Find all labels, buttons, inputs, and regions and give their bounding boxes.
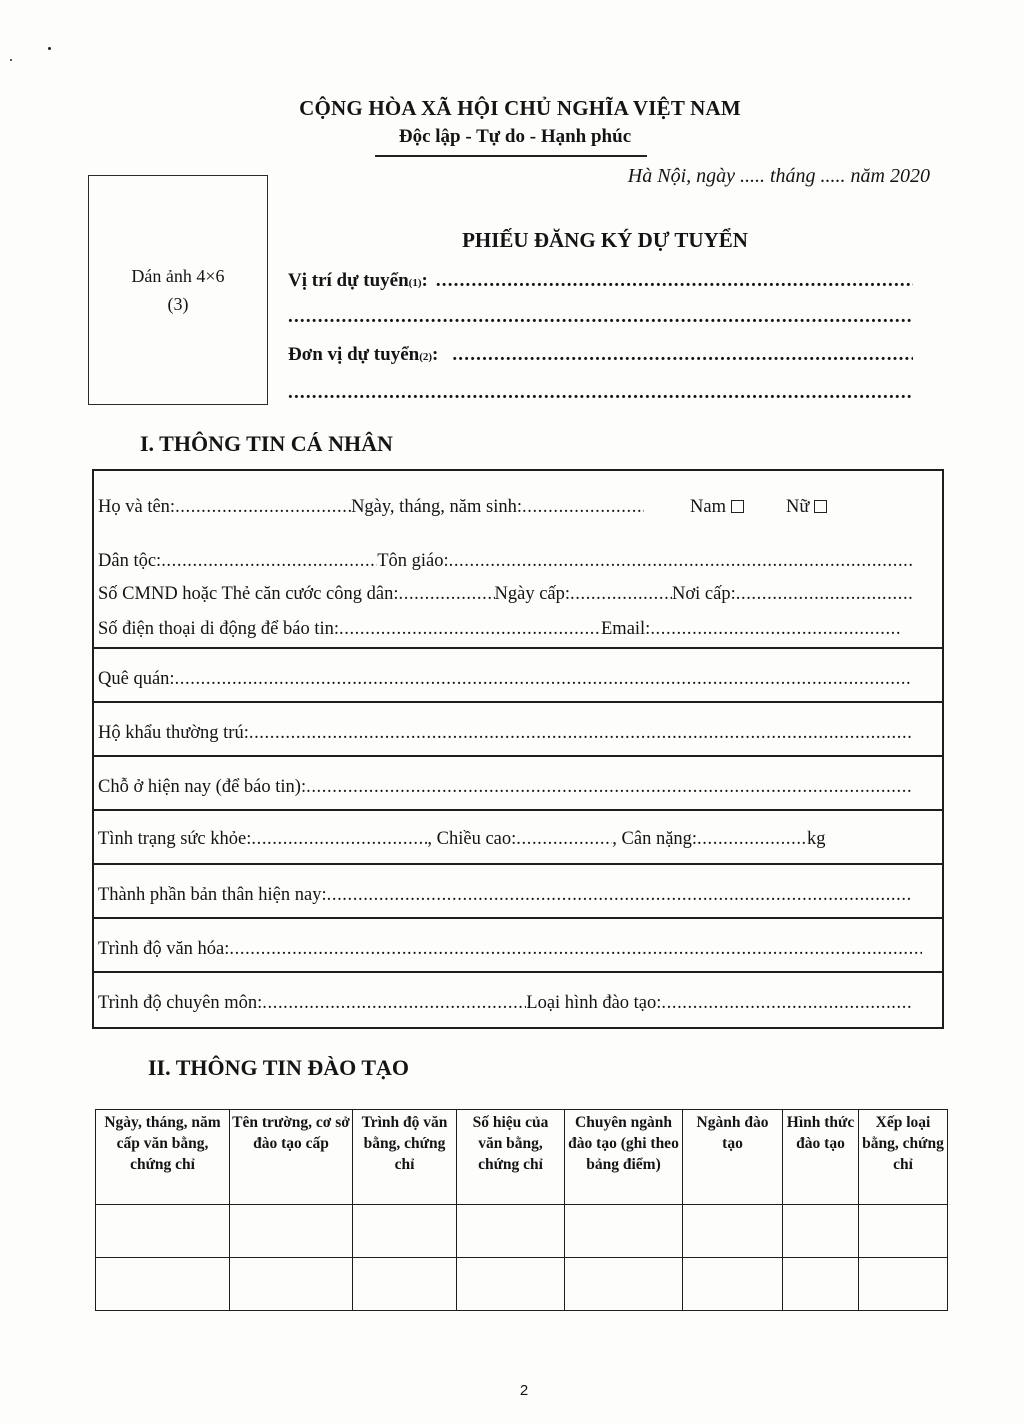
issue-date-input[interactable]	[570, 584, 672, 605]
professional-level-label: Trình độ chuyên môn:	[98, 993, 263, 1013]
row-ethnicity-religion[interactable]	[98, 551, 912, 572]
weight-label: , Cân nặng:	[612, 829, 698, 849]
national-title: CỘNG HÒA XÃ HỘI CHỦ NGHĨA VIỆT NAM	[299, 96, 741, 120]
permanent-residence-label: Hộ khẩu thường trú:	[98, 723, 249, 743]
health-input[interactable]	[251, 829, 427, 850]
unit-footnote: (2)	[419, 351, 433, 363]
social-status-label: Thành phần bản thân hiện nay:	[98, 885, 327, 905]
place-date: Hà Nội, ngày ..... tháng ..... năm 2020	[627, 165, 930, 187]
table-cell[interactable]	[230, 1258, 353, 1311]
table-cell[interactable]	[683, 1205, 783, 1258]
male-checkbox[interactable]	[731, 500, 744, 513]
gender-female[interactable]	[786, 497, 827, 518]
row-hometown[interactable]	[98, 669, 912, 690]
position-label: Vị trí dự tuyển	[288, 270, 409, 291]
col-training-mode: Hình thức đào tạo	[783, 1110, 859, 1205]
email-input[interactable]	[650, 619, 902, 640]
hometown-input[interactable]	[175, 669, 912, 690]
divider	[94, 971, 942, 973]
ethnicity-label: Dân tộc:	[98, 551, 162, 571]
dob-input[interactable]	[522, 497, 644, 518]
row-health[interactable]	[98, 829, 912, 850]
weight-unit: kg	[807, 829, 826, 849]
table-cell[interactable]	[783, 1258, 859, 1311]
permanent-residence-input[interactable]	[249, 723, 912, 744]
row-phone-email[interactable]	[98, 619, 902, 640]
page-number: 2	[519, 1382, 529, 1399]
position-dots[interactable]	[436, 270, 913, 292]
table-cell[interactable]	[230, 1205, 353, 1258]
national-motto: Độc lập - Tự do - Hạnh phúc	[398, 126, 632, 147]
male-label: Nam	[690, 497, 726, 517]
personal-info-box	[92, 469, 944, 1029]
scan-speck	[10, 59, 12, 61]
female-checkbox[interactable]	[814, 500, 827, 513]
table-cell[interactable]	[565, 1258, 683, 1311]
table-cell[interactable]	[353, 1258, 457, 1311]
full-name-label: Họ và tên:	[98, 497, 176, 517]
photo-instruction: Dán ảnh 4×6	[131, 266, 225, 286]
photo-note: (3)	[167, 294, 189, 314]
col-specialization: Chuyên ngành đào tạo (ghi theo bảng điểm)	[565, 1110, 683, 1205]
social-status-input[interactable]	[327, 885, 912, 906]
divider	[94, 701, 942, 703]
col-degree-level: Trình độ văn bằng, chứng chỉ	[353, 1110, 457, 1205]
divider	[94, 917, 942, 919]
id-label: Số CMND hoặc Thẻ căn cước công dân:	[98, 584, 399, 604]
email-label: Email:	[601, 619, 651, 639]
position-footnote: (1)	[408, 277, 422, 289]
form-title: PHIẾU ĐĂNG KÝ DỰ TUYỂN	[462, 228, 748, 252]
table-cell[interactable]	[859, 1205, 948, 1258]
id-input[interactable]	[399, 584, 495, 605]
unit-dots-2[interactable]	[288, 382, 913, 404]
divider	[94, 647, 942, 649]
table-cell[interactable]	[683, 1258, 783, 1311]
height-input[interactable]	[516, 829, 612, 850]
religion-input[interactable]	[449, 551, 912, 572]
row-permanent-residence[interactable]	[98, 723, 912, 744]
col-degree-number: Số hiệu của văn bằng, chứng chỉ	[457, 1110, 565, 1205]
position-field-continued[interactable]	[288, 306, 913, 328]
colon: :	[432, 344, 439, 365]
gender-male[interactable]	[690, 497, 744, 518]
position-field[interactable]	[288, 270, 913, 292]
issue-place-input[interactable]	[736, 584, 912, 605]
training-table-header	[96, 1110, 948, 1205]
position-dots-2[interactable]	[288, 306, 913, 328]
education-level-input[interactable]	[229, 939, 922, 960]
table-cell[interactable]	[457, 1258, 565, 1311]
unit-field-continued[interactable]	[288, 382, 913, 404]
row-name-dob[interactable]	[98, 497, 912, 518]
religion-label: Tôn giáo:	[377, 551, 449, 571]
dob-label: Ngày, tháng, năm sinh:	[351, 497, 522, 517]
row-current-address[interactable]	[98, 777, 912, 798]
scan-speck	[48, 47, 51, 50]
row-education-level[interactable]	[98, 939, 922, 960]
training-type-label: Loại hình đào tạo:	[526, 993, 662, 1013]
professional-level-input[interactable]	[262, 993, 526, 1014]
divider	[94, 755, 942, 757]
table-cell[interactable]	[353, 1205, 457, 1258]
table-cell[interactable]	[96, 1258, 230, 1311]
row-professional-level[interactable]	[98, 993, 912, 1014]
weight-input[interactable]	[697, 829, 807, 850]
col-classification: Xếp loại bằng, chứng chỉ	[859, 1110, 948, 1205]
row-id[interactable]	[98, 584, 912, 605]
female-label: Nữ	[785, 497, 810, 517]
issue-date-label: Ngày cấp:	[494, 584, 571, 604]
unit-label: Đơn vị dự tuyển	[288, 344, 420, 365]
divider	[94, 809, 942, 811]
col-major: Ngành đào tạo	[683, 1110, 783, 1205]
col-issue-date: Ngày, tháng, năm cấp văn bằng, chứng chỉ	[96, 1110, 230, 1205]
section-training-title: II. THÔNG TIN ĐÀO TẠO	[148, 1055, 410, 1080]
issue-place-label: Nơi cấp:	[672, 584, 736, 604]
training-table	[95, 1109, 948, 1311]
phone-input[interactable]	[339, 619, 601, 640]
motto-underline	[375, 155, 647, 157]
row-social-status[interactable]	[98, 885, 912, 906]
height-label: , Chiều cao:	[427, 829, 517, 849]
current-address-label: Chỗ ở hiện nay (để báo tin):	[98, 777, 307, 797]
unit-field[interactable]	[288, 344, 913, 366]
table-cell[interactable]	[457, 1205, 565, 1258]
hometown-label: Quê quán:	[98, 669, 175, 689]
table-cell[interactable]	[96, 1205, 230, 1258]
col-institution: Tên trường, cơ sở đào tạo cấp	[230, 1110, 353, 1205]
table-cell[interactable]	[565, 1205, 683, 1258]
photo-placeholder[interactable]	[88, 175, 268, 405]
section-personal-title: I. THÔNG TIN CÁ NHÂN	[140, 431, 393, 456]
table-cell[interactable]	[859, 1258, 948, 1311]
training-type-input[interactable]	[661, 993, 912, 1014]
ethnicity-input[interactable]	[161, 551, 377, 572]
table-row	[96, 1205, 948, 1258]
current-address-input[interactable]	[306, 777, 912, 798]
table-row	[96, 1258, 948, 1311]
unit-dots[interactable]	[452, 344, 913, 366]
divider	[94, 863, 942, 865]
phone-label: Số điện thoại di động để báo tin:	[98, 619, 339, 639]
education-level-label: Trình độ văn hóa:	[98, 939, 230, 959]
colon: :	[421, 270, 428, 291]
table-cell[interactable]	[783, 1205, 859, 1258]
health-label: Tình trạng sức khỏe:	[98, 829, 252, 849]
full-name-input[interactable]	[175, 497, 351, 518]
